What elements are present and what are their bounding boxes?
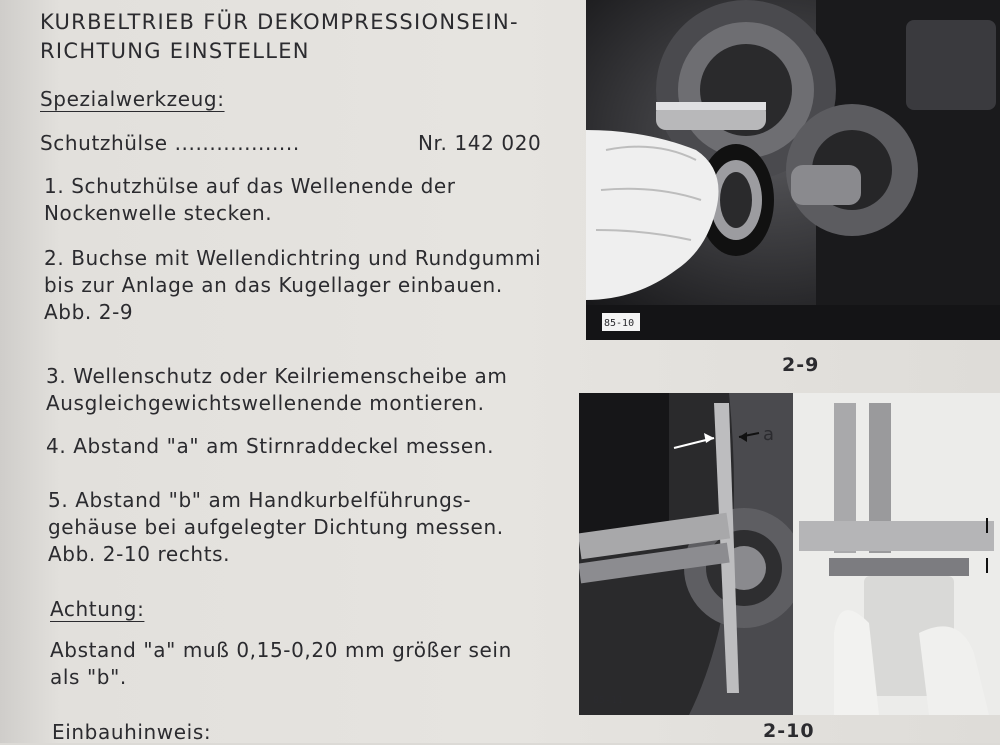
step-3-line-2: Ausgleichgewichtswellenende montieren. — [46, 391, 485, 415]
step-1-line-1: 1. Schutzhülse auf das Wellenende der — [44, 174, 456, 198]
warning-line-1: Abstand "a" muß 0,15-0,20 mm größer sein — [50, 638, 512, 662]
figure-2-9-caption: 2-9 — [782, 354, 820, 376]
figure-2-9-photo — [586, 0, 1000, 340]
step-1-line-2: Nockenwelle stecken. — [44, 201, 273, 225]
step-2-line-1: 2. Buchse mit Wellendichtring und Rundgummi — [44, 246, 542, 270]
step-4-line-1: 4. Abstand "a" am Stirnraddeckel messen. — [46, 434, 495, 458]
figure-2-10-plate-number: 85-11 — [593, 695, 624, 706]
tool-item-name: Schutzhülse .................. — [40, 131, 300, 155]
step-3-line-1: 3. Wellenschutz oder Keilriemenscheibe am — [46, 364, 508, 388]
section-title-line-1: KURBELTRIEB FÜR DEKOMPRESSIONSEIN- — [40, 10, 519, 34]
step-2-line-3: Abb. 2-9 — [44, 300, 134, 324]
tool-item-number: Nr. 142 020 — [418, 131, 542, 155]
figure-2-10-photo — [579, 393, 1000, 715]
step-5-line-2: gehäuse bei aufgelegter Dichtung messen. — [48, 515, 504, 539]
step-5-line-3: Abb. 2-10 rechts. — [48, 542, 231, 566]
warning-label: Achtung: — [50, 597, 145, 621]
special-tools-label: Spezialwerkzeug: — [40, 87, 225, 111]
step-2-line-2: bis zur Anlage an das Kugellager einbauen. — [44, 273, 503, 297]
figure-2-9-plate-number: 85-10 — [604, 318, 635, 329]
section-title-line-2: RICHTUNG EINSTELLEN — [40, 39, 310, 63]
warning-line-2: als "b". — [50, 665, 127, 689]
step-5-line-1: 5. Abstand "b" am Handkurbelführungs- — [48, 488, 472, 512]
dimension-a-marker: a — [763, 424, 775, 445]
installation-note-label: Einbauhinweis: — [52, 720, 212, 744]
figure-2-10-caption: 2-10 — [763, 720, 815, 742]
